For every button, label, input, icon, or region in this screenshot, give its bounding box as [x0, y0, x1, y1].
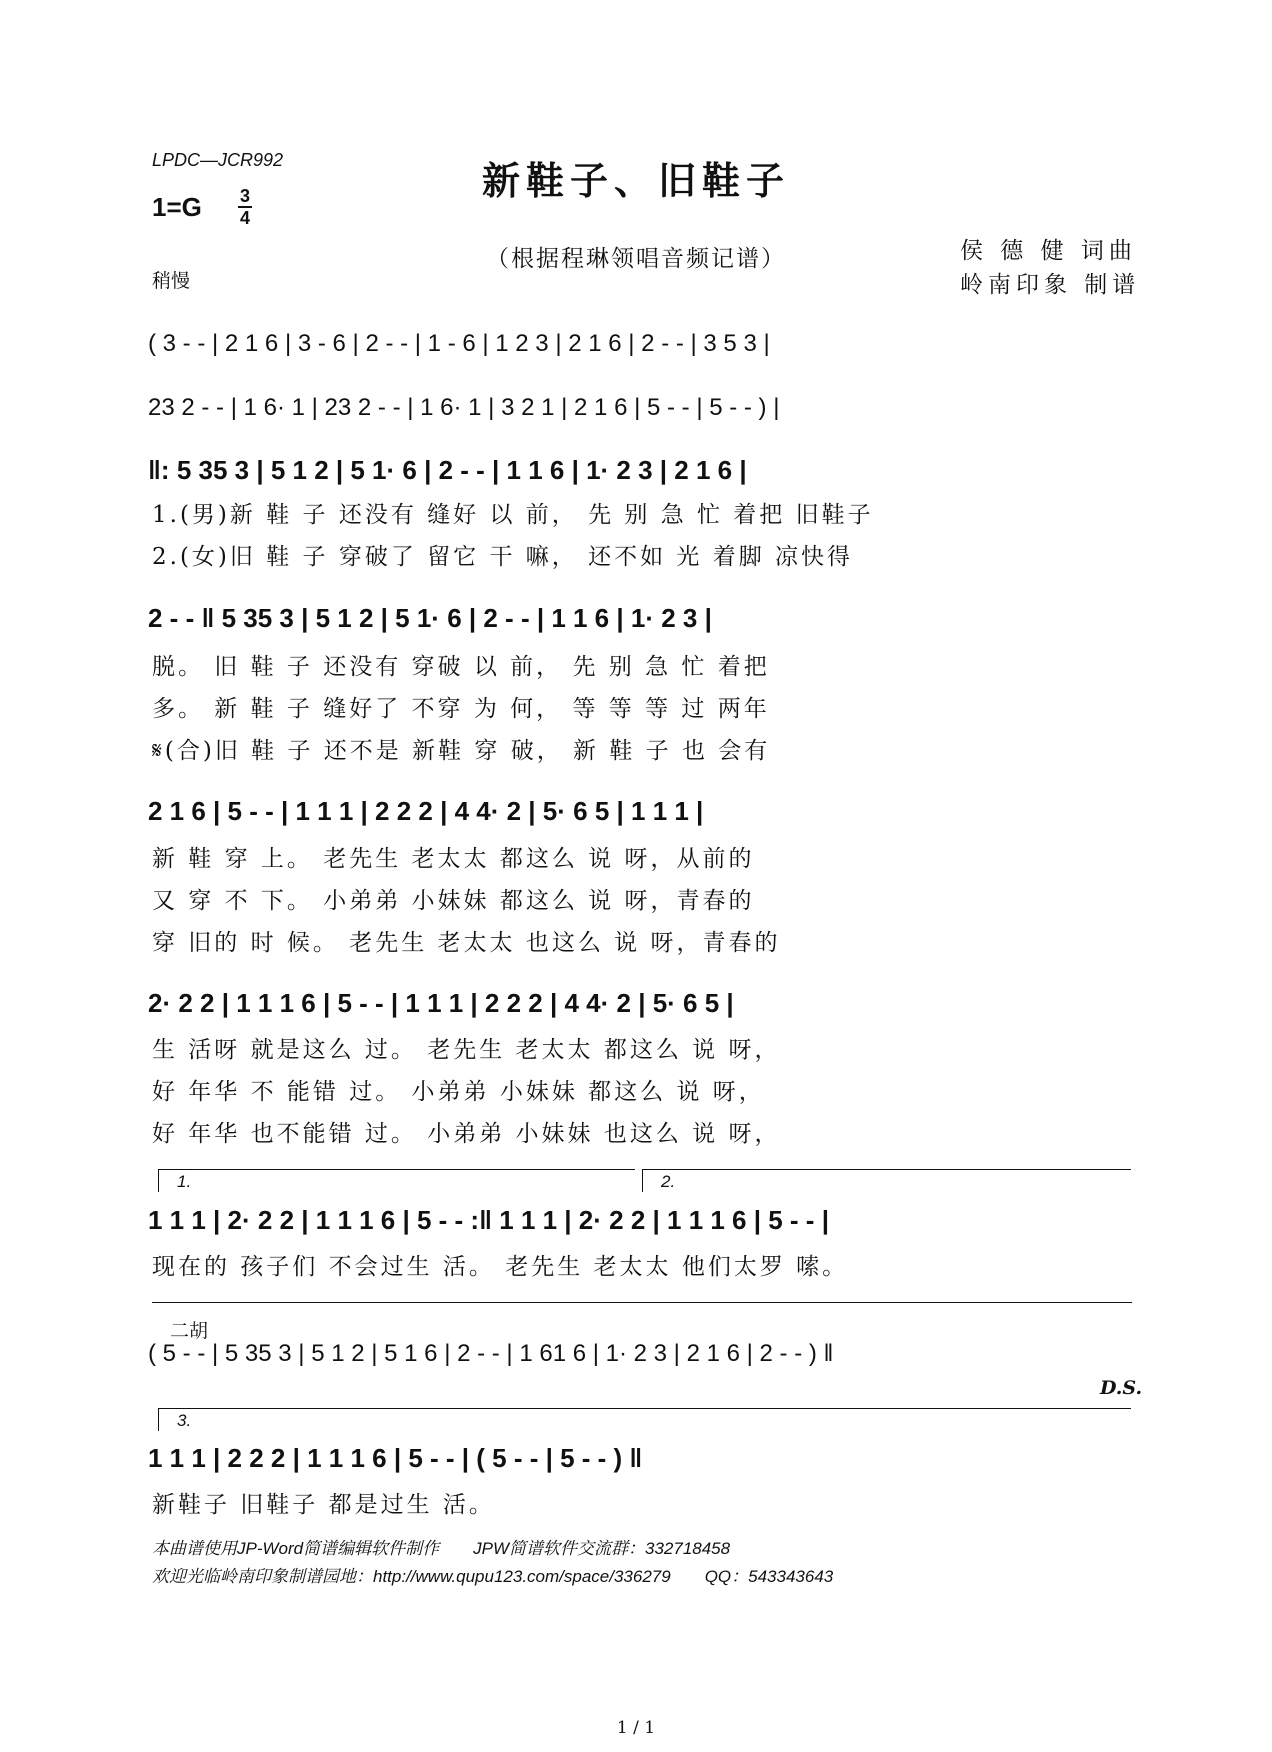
subtitle: （根据程琳领唱音频记谱） [486, 246, 786, 272]
music-line-intro-1: ( 3 - - | 2 1 6 | 3 - 6 | 2 - - | 1 - 6 | 1 2 3 | 2 1 6 | 2 - - | 3 5 3 | [148, 330, 770, 357]
lyric-line: 又 穿 不 下。 小弟弟 小妹妹 都这么 说 呀，青春的 [152, 888, 755, 914]
credit-author: 侯 德 健 词曲 [960, 238, 1137, 264]
song-title: 新鞋子、旧鞋子 [481, 158, 790, 203]
lyric-line: 新 鞋 穿 上。 老先生 老太太 都这么 说 呀，从前的 [152, 846, 755, 872]
erhu-label: 二胡 [170, 1320, 209, 1342]
music-line-verse-3: 2 1 6 | 5 - - | 1 1 1 | 2 2 2 | 4 4· 2 | 5· 6 5 | 1 1 1 | [148, 796, 704, 826]
music-line-intro-2: 23 2 - - | 1 6· 1 | 23 2 - - | 1 6· 1 | 3 2 1 | 2 1 6 | 5 - - | 5 - - ) | [148, 394, 780, 421]
dal-segno-mark: D.S. [1100, 1377, 1143, 1399]
lyric-line: 新鞋子 旧鞋子 都是过生 活。 [152, 1492, 495, 1518]
music-line-verse-1: ‖: 5 35 3 | 5 1 2 | 5 1· 6 | 2 - - | 1 1 6 | 1· 2 3 | 2 1 6 | [148, 455, 747, 485]
lyric-line: 多。 新 鞋 子 缝好了 不穿 为 何， 等 等 等 过 两年 [152, 696, 770, 722]
lyric-line: 脱。 旧 鞋 子 还没有 穿破 以 前， 先 别 急 忙 着把 [152, 654, 770, 680]
page-number: 1 / 1 [616, 1718, 656, 1738]
meter-bottom: 4 [240, 208, 251, 228]
lyric-line: 2.(女)旧 鞋 子 穿破了 留它 干 嘛， 还不如 光 着脚 凉快得 [152, 544, 854, 570]
volta-number: 3. [177, 1411, 192, 1430]
volta-number: 2. [661, 1172, 676, 1191]
music-line-interlude: ( 5 - - | 5 35 3 | 5 1 2 | 5 1 6 | 2 - - | 1 61 6 | 1· 2 3 | 2 1 6 | 2 - - ) ‖ [148, 1340, 834, 1367]
key-signature: 1=G [152, 192, 202, 222]
volta-number: 1. [177, 1172, 192, 1191]
music-line-verse-2: 2 - - ‖ 5 35 3 | 5 1 2 | 5 1· 6 | 2 - - | 1 1 6 | 1· 2 3 | [148, 603, 712, 633]
volta-bracket-3 [158, 1408, 1131, 1431]
lyric-line: 𝄋(合)旧 鞋 子 还不是 新鞋 穿 破， 新 鞋 子 也 会有 [152, 738, 771, 764]
lyric-line: 穿 旧的 时 候。 老先生 老太太 也这么 说 呀，青春的 [152, 930, 781, 956]
lyric-line: 好 年华 不 能错 过。 小弟弟 小妹妹 都这么 说 呀， [152, 1079, 765, 1105]
lyric-line: 生 活呀 就是这么 过。 老先生 老太太 都这么 说 呀， [152, 1037, 781, 1063]
meter-top: 3 [240, 186, 251, 206]
tempo-marking: 稍慢 [152, 270, 191, 292]
music-line-verse-4: 2· 2 2 | 1 1 1 6 | 5 - - | 1 1 1 | 2 2 2 | 4 4· 2 | 5· 6 5 | [148, 988, 734, 1018]
volta-bracket-1 [158, 1169, 635, 1192]
lyric-line: 现在的 孩子们 不会过生 活。 老先生 老太太 他们太罗 嗦。 [152, 1254, 849, 1280]
lyric-line: 好 年华 也不能错 过。 小弟弟 小妹妹 也这么 说 呀， [152, 1121, 781, 1147]
footer-software-note: 本曲谱使用JP-Word简谱编辑软件制作 JPW简谱软件交流群：332718458 [152, 1539, 731, 1558]
footer-website-note: 欢迎光临岭南印象制谱园地：http://www.qupu123.com/space/336279 QQ：543343643 [152, 1567, 834, 1586]
score-code: LPDC—JCR992 [152, 150, 284, 170]
volta-bracket-2 [642, 1169, 1131, 1192]
interlude-rule [152, 1302, 1132, 1303]
credit-notation: 岭南印象 制谱 [960, 272, 1141, 298]
music-line-coda: 1 1 1 | 2 2 2 | 1 1 1 6 | 5 - - | ( 5 - - | 5 - - ) ‖ [148, 1443, 643, 1473]
time-signature [238, 186, 252, 228]
lyric-line: 1.(男)新 鞋 子 还没有 缝好 以 前， 先 别 急 忙 着把 旧鞋子 [152, 502, 874, 528]
music-line-endings: 1 1 1 | 2· 2 2 | 1 1 1 6 | 5 - - :‖ 1 1 1 | 2· 2 2 | 1 1 1 6 | 5 - - | [148, 1205, 829, 1235]
